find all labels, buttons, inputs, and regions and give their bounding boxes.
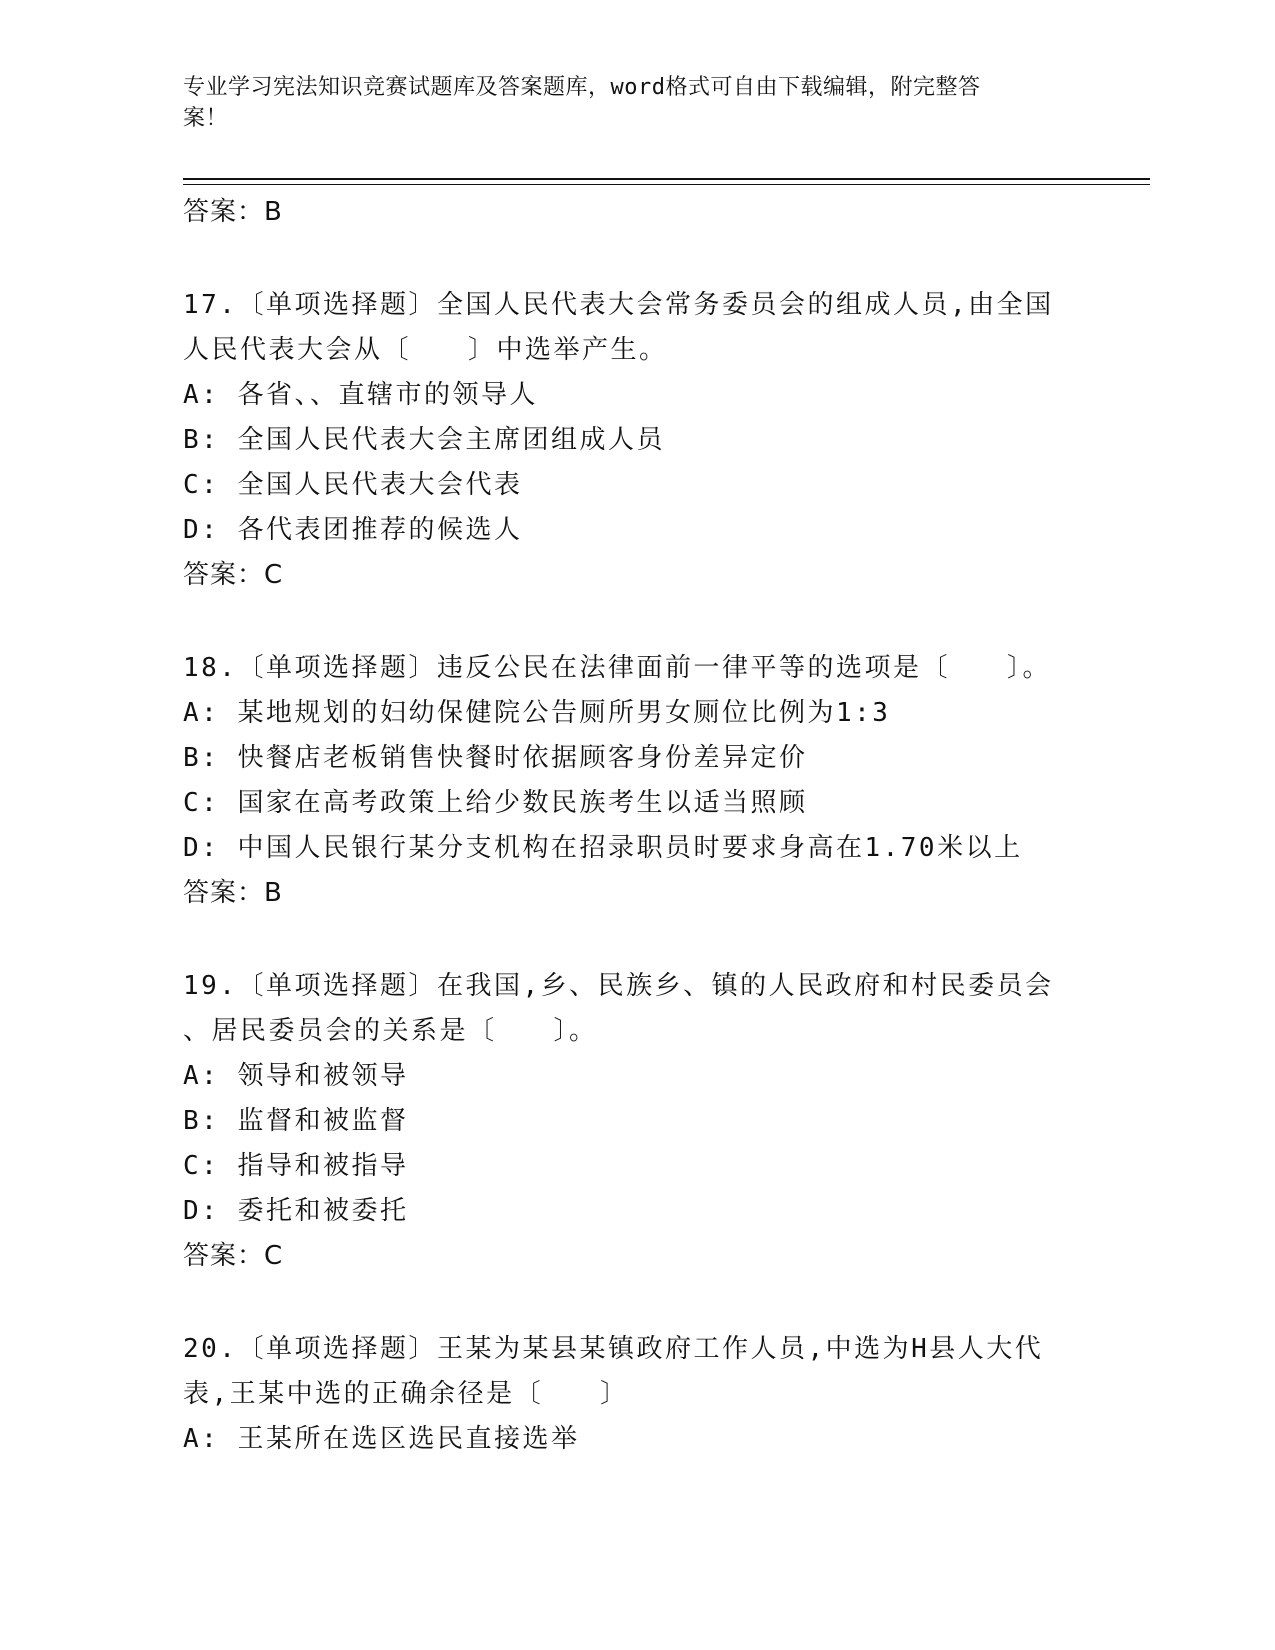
question-17-text-line-1: 17.〔单项选择题〕全国人民代表大会常务委员会的组成人员,由全国 — [183, 290, 1054, 320]
question-19-text-line-1: 19.〔单项选择题〕在我国,乡、民族乡、镇的人民政府和村民委员会 — [183, 971, 1054, 1001]
question-19-option-d: D: 委托和被委托 — [183, 1196, 409, 1226]
question-17-answer: 答案：C — [183, 560, 284, 590]
question-17-option-d: D: 各代表团推荐的候选人 — [183, 515, 523, 545]
question-19-text-line-2: 、居民委员会的关系是〔 〕。 — [183, 1016, 598, 1046]
header-rule-thin — [183, 184, 1150, 185]
question-20-option-a: A: 王某所在选区选民直接选举 — [183, 1424, 580, 1454]
question-18-option-c: C: 国家在高考政策上给少数民族考生以适当照顾 — [183, 788, 808, 818]
question-17 — [183, 283, 1083, 598]
question-18-option-b: B: 快餐店老板销售快餐时依据顾客身份差异定价 — [183, 743, 808, 773]
question-18-option-a: A: 某地规划的妇幼保健院公告厕所男女厕位比例为1:3 — [183, 698, 891, 728]
question-19-option-c: C: 指导和被指导 — [183, 1151, 409, 1181]
question-17-option-c: C: 全国人民代表大会代表 — [183, 470, 523, 500]
question-19 — [183, 964, 1083, 1279]
question-20-text-line-1: 20.〔单项选择题〕王某为某县某镇政府工作人员,中选为H县人大代 — [183, 1334, 1044, 1364]
spacer — [183, 598, 1083, 646]
question-18-text-line-1: 18.〔单项选择题〕违反公民在法律面前一律平等的选项是〔 〕。 — [183, 653, 1051, 683]
question-20 — [183, 1327, 1083, 1462]
previous-question-answer: 答案：B — [183, 197, 283, 227]
spacer — [183, 916, 1083, 964]
question-18 — [183, 646, 1083, 916]
question-18-option-d: D: 中国人民银行某分支机构在招录职员时要求身高在1.70米以上 — [183, 833, 1023, 863]
question-content — [183, 190, 1083, 1462]
question-17-option-b: B: 全国人民代表大会主席团组成人员 — [183, 425, 665, 455]
question-17-option-a: A: 各省、、直辖市的领导人 — [183, 380, 538, 410]
spacer — [183, 235, 1083, 283]
page-header — [183, 72, 1063, 134]
header-title-line-1: 专业学习宪法知识竞赛试题库及答案题库，word格式可自由下载编辑，附完整答 — [183, 75, 981, 100]
header-title-line-2: 案！ — [183, 106, 229, 131]
question-19-option-b: B: 监督和被监督 — [183, 1106, 409, 1136]
question-19-answer: 答案：C — [183, 1241, 284, 1271]
header-rule-thick — [183, 178, 1150, 180]
question-19-option-a: A: 领导和被领导 — [183, 1061, 409, 1091]
spacer — [183, 1279, 1083, 1327]
question-17-text-line-2: 人民代表大会从〔 〕中选举产生。 — [183, 335, 668, 365]
question-20-text-line-2: 表,王某中选的正确余径是〔 〕 — [183, 1379, 629, 1409]
question-18-answer: 答案：B — [183, 878, 283, 908]
